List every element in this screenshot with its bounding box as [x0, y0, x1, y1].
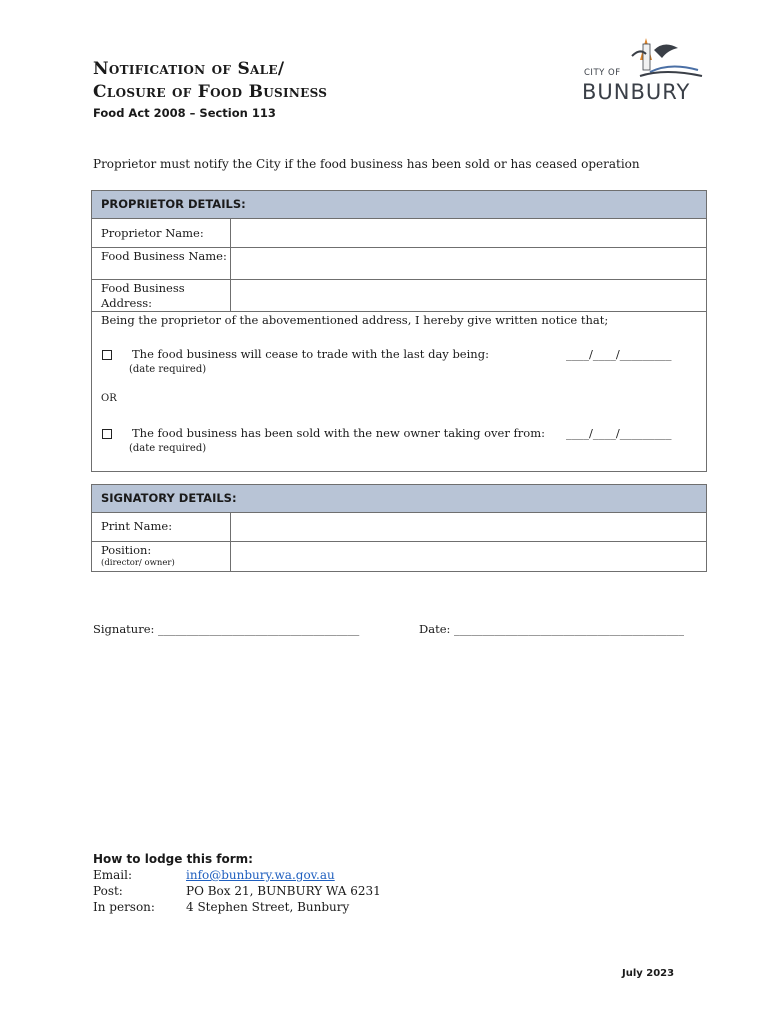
sold-text: The food business has been sold with the new owner taking over from: [132, 426, 545, 440]
print-name-field[interactable] [231, 513, 706, 541]
proprietor-name-label: Proprietor Name: [92, 219, 231, 247]
lodge-person-value: 4 Stephen Street, Bunbury [186, 900, 350, 914]
title-line-1: Notification of Sale/ [93, 59, 285, 79]
business-address-field[interactable] [231, 280, 706, 311]
lodge-post-key: Post: [93, 884, 123, 898]
lodge-post-value: PO Box 21, BUNBURY WA 6231 [186, 884, 381, 898]
business-address-label: Food Business Address: [92, 280, 231, 311]
logo-city-of: CITY OF [584, 68, 621, 78]
sold-checkbox[interactable] [102, 429, 112, 439]
business-name-field[interactable] [231, 248, 706, 279]
sold-date-field[interactable]: ____/____/_________ [566, 426, 672, 440]
cease-trade-checkbox[interactable] [102, 350, 112, 360]
footer-date: July 2023 [622, 968, 675, 979]
lodge-email-key: Email: [93, 868, 133, 882]
form-subtitle: Food Act 2008 – Section 113 [93, 106, 276, 120]
proprietor-name-field[interactable] [231, 219, 706, 247]
position-field[interactable] [231, 542, 706, 571]
title-line-2: Closure of Food Business [93, 82, 328, 102]
logo-name: BUNBURY [582, 80, 691, 104]
proprietor-details-heading: PROPRIETOR DETAILS: [92, 191, 706, 219]
form-title [93, 58, 327, 104]
proprietor-name-row [92, 219, 706, 248]
lodge-email-link[interactable]: info@bunbury.wa.gov.au [186, 868, 335, 882]
business-name-label: Food Business Name: [92, 248, 231, 279]
position-label-cell [92, 542, 231, 571]
notice-section [92, 312, 706, 471]
lodge-heading: How to lodge this form: [93, 852, 253, 866]
intro-text: Proprietor must notify the City if the food business has been sold or has ceased operation [93, 157, 640, 171]
or-label: OR [101, 393, 117, 404]
position-label: Position: [101, 543, 152, 557]
position-row [92, 542, 706, 571]
lodge-section [93, 851, 381, 915]
lodge-post-row [93, 883, 381, 899]
cease-trade-text: The food business will cease to trade with the last day being: [132, 347, 489, 361]
date-required-note-2: (date required) [129, 443, 207, 454]
business-address-row [92, 280, 706, 312]
cease-trade-date-field[interactable]: ____/____/_________ [566, 347, 672, 361]
lodge-person-key: In person: [93, 900, 155, 914]
signatory-details-table [91, 484, 707, 572]
date-required-note-1: (date required) [129, 364, 207, 375]
notice-text: Being the proprietor of the abovementioned address, I hereby give written notice that; [101, 313, 609, 327]
signatory-details-heading: SIGNATORY DETAILS: [92, 485, 706, 513]
lodge-person-row [93, 899, 381, 915]
print-name-row [92, 513, 706, 542]
business-name-row [92, 248, 706, 280]
date-line[interactable]: Date: ________________________________________ [419, 622, 685, 636]
signature-line[interactable]: Signature: ___________________________________ [93, 622, 360, 636]
position-hint: (director/ owner) [101, 558, 175, 568]
proprietor-details-table [91, 190, 707, 472]
lodge-email-row [93, 867, 381, 883]
print-name-label: Print Name: [92, 513, 231, 541]
